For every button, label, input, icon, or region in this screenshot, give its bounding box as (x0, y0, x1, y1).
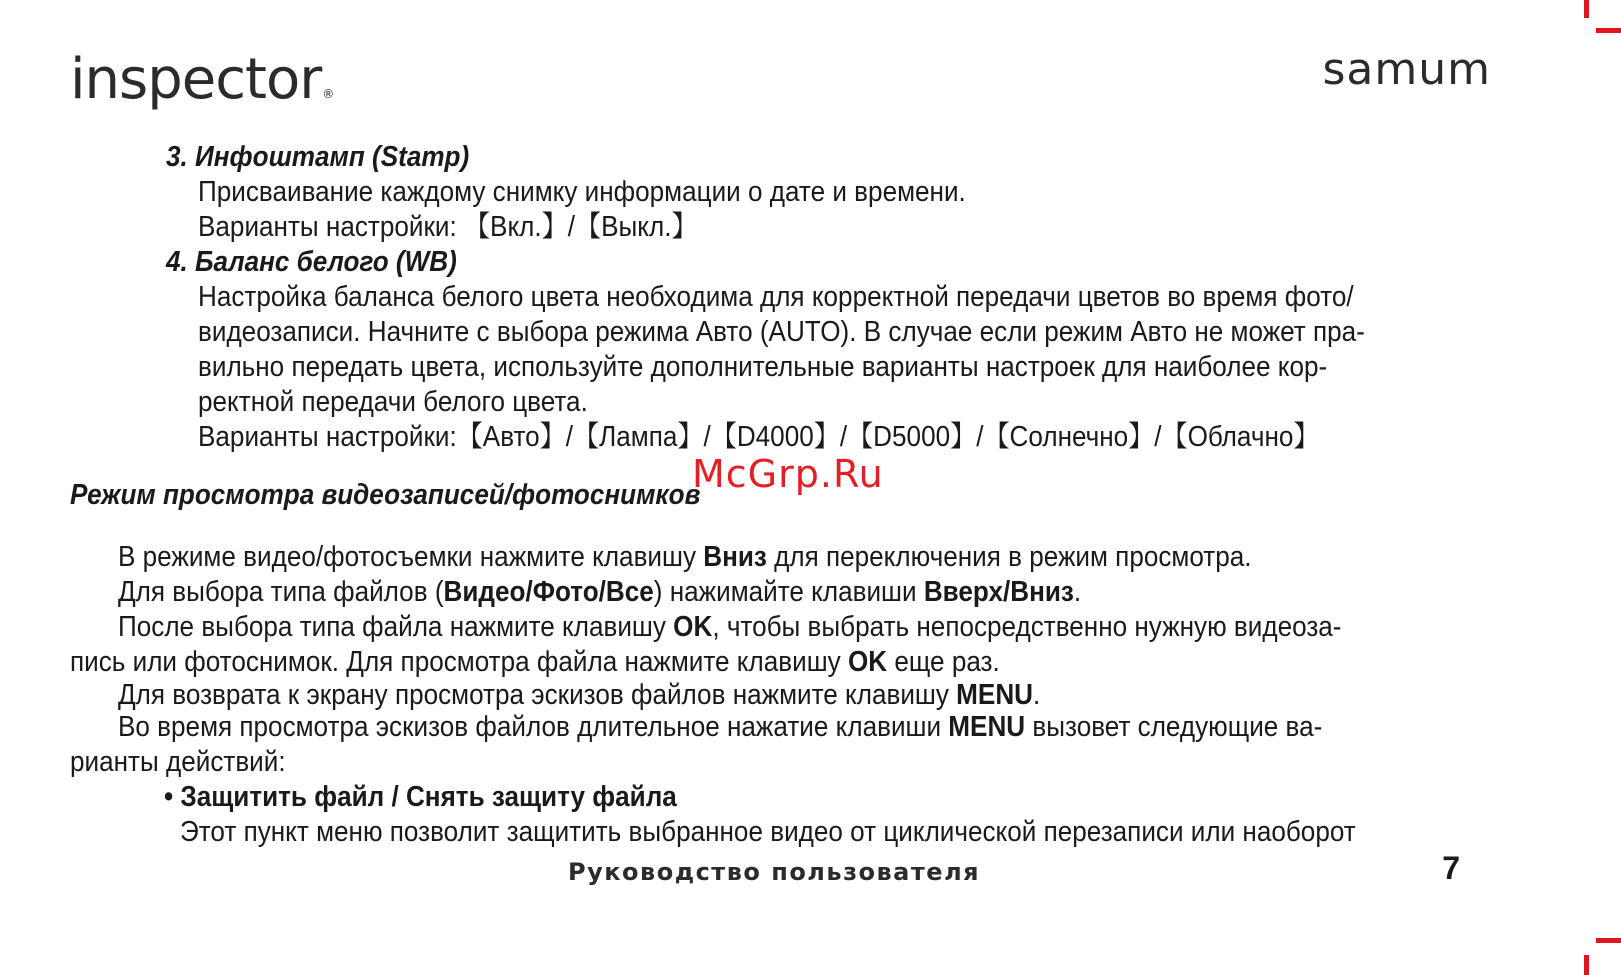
footer-title: Руководство пользователя (568, 858, 981, 886)
playback-paragraph-3: После выбора типа файла нажмите клавишу OK, чтобы выбрать непосредственно нужную видеоза- (118, 611, 1342, 643)
playback-paragraph-2: Для выбора типа файлов (Видео/Фото/Все) нажимайте клавиши Вверх/Вниз. (118, 576, 1082, 608)
protect-file-description: Этот пункт меню позволит защитить выбранное видео от циклической перезаписи или наоборот (180, 816, 1356, 848)
crop-mark-top-vertical (1584, 0, 1589, 18)
crop-mark-top-horizontal (1596, 28, 1621, 33)
stamp-heading: 3. Инфоштамп (Stamp) (166, 141, 470, 173)
inspector-logo: inspector® (70, 47, 334, 112)
crop-mark-bottom-vertical (1584, 955, 1589, 975)
wb-options: Варианты настройки:【Авто】/【Лампа】/【D4000】/【D5000】/【Солнечно】/【Облачно】 (198, 421, 1320, 453)
protect-file-bullet: • Защитить файл / Снять защиту файла (164, 781, 677, 813)
wb-heading: 4. Баланс белого (WB) (166, 246, 457, 278)
stamp-description: Присваивание каждому снимку информации о дате и времени. (198, 176, 966, 208)
playback-paragraph-5-cont: рианты действий: (70, 746, 286, 778)
crop-mark-bottom-horizontal (1596, 938, 1621, 943)
wb-line-2: видеозаписи. Начните с выбора режима Авто (AUTO). В случае если режим Авто не может пра- (198, 316, 1365, 348)
watermark: McGrp.Ru (692, 452, 884, 496)
playback-paragraph-4: Для возврата к экрану просмотра эскизов файлов нажмите клавишу MENU. (118, 679, 1041, 711)
key-up-down: Вверх/Вниз (923, 576, 1074, 608)
playback-heading: Режим просмотра видеозаписей/фотоснимков (70, 479, 701, 511)
file-types: Видео/Фото/Все (443, 576, 654, 608)
samum-logo: samum (1322, 44, 1491, 95)
registered-mark: ® (322, 87, 334, 101)
key-ok: OK (673, 611, 713, 643)
playback-paragraph-1: В режиме видео/фотосъемки нажмите клавишу Вниз для переключения в режим просмотра. (118, 541, 1252, 573)
wb-line-3: вильно передать цвета, используйте дополнительные варианты настроек для наиболее кор- (198, 351, 1328, 383)
wb-line-4: ректной передачи белого цвета. (198, 386, 588, 418)
key-ok-again: OK (847, 646, 888, 678)
page-number: 7 (1442, 850, 1460, 886)
key-menu: MENU (956, 679, 1034, 711)
wb-line-1: Настройка баланса белого цвета необходима для корректной передачи цветов во время фото/ (198, 281, 1354, 313)
playback-paragraph-5: Во время просмотра эскизов файлов длительное нажатие клавиши MENU вызовет следующие ва- (118, 711, 1323, 743)
stamp-options: Варианты настройки: 【Вкл.】/【Выкл.】 (198, 211, 698, 243)
key-down: Вниз (703, 541, 767, 573)
playback-paragraph-3-cont: пись или фотоснимок. Для просмотра файла нажмите клавишу OK еще раз. (70, 646, 1000, 678)
key-menu-long: MENU (948, 711, 1026, 743)
